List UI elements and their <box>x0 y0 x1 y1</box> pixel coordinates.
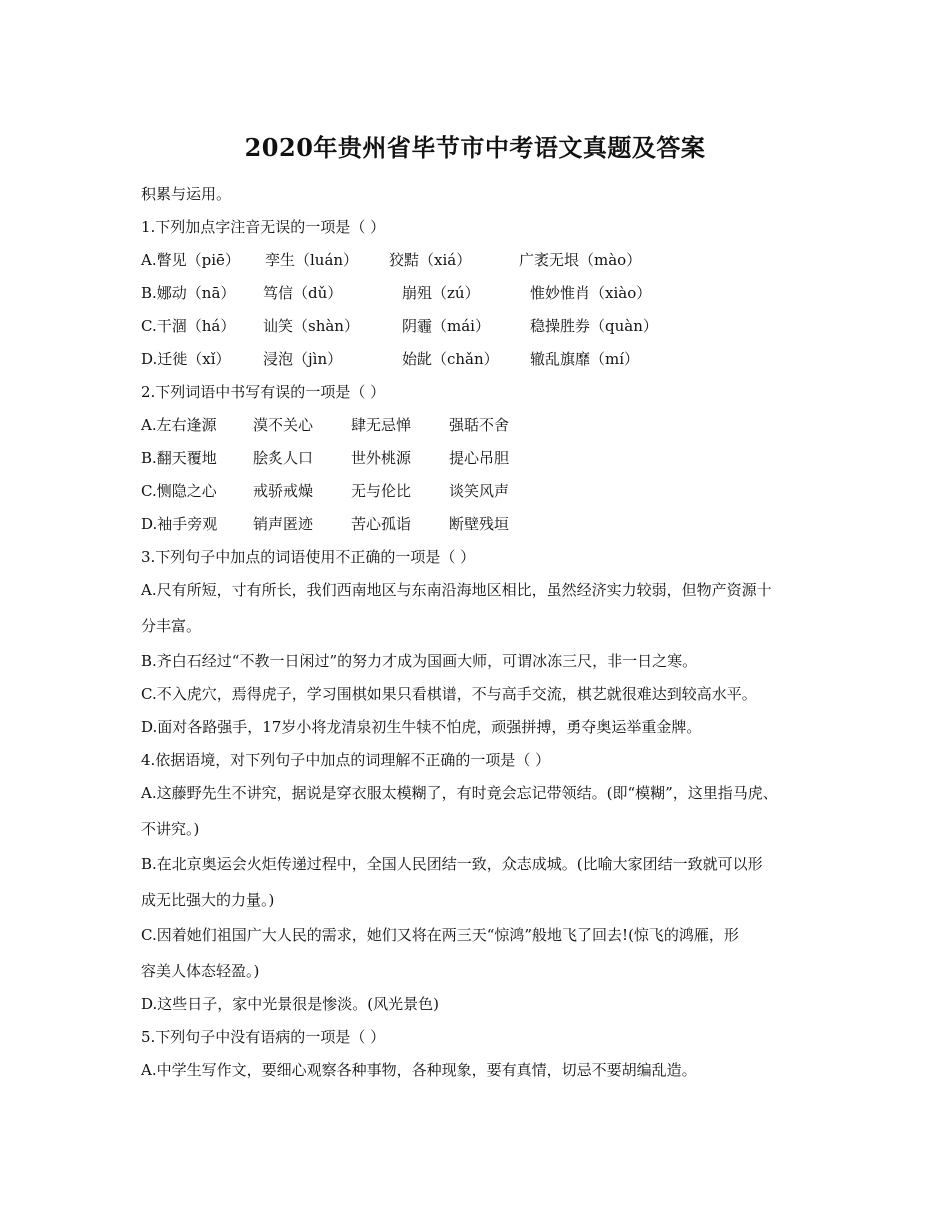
question-4-option-a-line-1: A.这藤野先生不讲究，据说是穿衣服太模糊了，有时竟会忘记带领结。(即“模糊”，这里指马虎、 <box>141 784 778 802</box>
option-item: 戒骄戒燥 <box>253 482 314 500</box>
option-item: 强聒不舍 <box>449 416 510 434</box>
option-item: D.袖手旁观 <box>141 515 218 533</box>
question-3-option-c: C.不入虎穴，焉得虎子，学习围棋如果只看棋谱，不与高手交流，棋艺就很难达到较高水平。 <box>141 685 757 703</box>
option-item: 崩殂（zú） <box>402 284 480 302</box>
option-item: 肆无忌惮 <box>351 416 412 434</box>
section-heading: 积累与运用。 <box>141 185 232 203</box>
option-item: A.左右逢源 <box>141 416 217 434</box>
option-item: 广袤无垠（mào） <box>519 251 642 269</box>
question-3-option-a-line-2: 分丰富。 <box>141 617 202 635</box>
option-item: 辙乱旗靡（mí） <box>530 350 640 368</box>
question-1-option-d <box>141 349 639 369</box>
question-2-option-b <box>141 448 509 468</box>
question-3-stem: 3.下列句子中加点的词语使用不正确的一项是（ ） <box>141 548 476 566</box>
option-item: 笃信（dǔ） <box>263 284 343 302</box>
option-item: 狡黠（xiá） <box>389 251 472 269</box>
option-item: 提心吊胆 <box>449 449 510 467</box>
option-item: 阴霾（mái） <box>402 317 490 335</box>
question-1-option-b <box>141 283 651 303</box>
question-1-option-c <box>141 316 658 336</box>
option-item: 惟妙惟肖（xiào） <box>530 284 652 302</box>
option-item: A.瞥见（piē） <box>141 251 240 269</box>
option-item: D.迁徙（xǐ） <box>141 350 231 368</box>
question-4-option-b-line-1: B.在北京奥运会火炬传递过程中，全国人民团结一致，众志成城。(比喻大家团结一致就可以形 <box>141 855 763 873</box>
option-item: 谈笑风声 <box>449 482 510 500</box>
option-item: 断壁残垣 <box>449 515 510 533</box>
option-item: 始龀（chǎn） <box>402 350 499 368</box>
question-4-option-c-line-1: C.因着她们祖国广大人民的需求，她们又将在两三天“惊鸿”般地飞了回去!(惊飞的鸿雁，形 <box>141 926 739 944</box>
option-item: B.娜动（nā） <box>141 284 236 302</box>
question-4-stem: 4.依据语境，对下列句子中加点的词理解不正确的一项是（ ） <box>141 751 551 769</box>
option-item: 世外桃源 <box>351 449 412 467</box>
question-4-option-b-line-2: 成无比强大的力量。) <box>141 891 275 909</box>
question-2-option-d <box>141 514 509 534</box>
option-item: B.翻天覆地 <box>141 449 217 467</box>
question-3-option-b: B.齐白石经过“不教一日闲过”的努力才成为国画大师，可谓冰冻三尺，非一日之寒。 <box>141 652 698 670</box>
option-item: C.恻隐之心 <box>141 482 217 500</box>
question-5-option-a: A.中学生写作文，要细心观察各种事物，各种现象，要有真情，切忌不要胡编乱造。 <box>141 1061 697 1079</box>
option-item: 讪笑（shàn） <box>263 317 359 335</box>
question-5-stem: 5.下列句子中没有语病的一项是（ ） <box>141 1028 386 1046</box>
option-item: 稳操胜券（quàn） <box>530 317 658 335</box>
question-4-option-a-line-2: 不讲究。) <box>141 820 200 838</box>
question-4-option-d: D.这些日子，家中光景很是惨淡。(风光景色) <box>141 995 439 1013</box>
question-2-stem: 2.下列词语中书写有误的一项是（ ） <box>141 383 386 401</box>
question-2-option-a <box>141 415 509 435</box>
option-item: 漠不关心 <box>253 416 314 434</box>
option-item: 苦心孤诣 <box>351 515 412 533</box>
option-item: 脍炙人口 <box>253 449 314 467</box>
question-2-option-c <box>141 481 509 501</box>
option-item: 无与伦比 <box>351 482 412 500</box>
page-title: 2020年贵州省毕节市中考语文真题及答案 <box>244 133 706 162</box>
question-4-option-c-line-2: 容美人体态轻盈。) <box>141 962 260 980</box>
option-item: 销声匿迹 <box>253 515 314 533</box>
question-3-option-a-line-1: A.尺有所短，寸有所长，我们西南地区与东南沿海地区相比，虽然经济实力较弱，但物产资源十 <box>141 581 772 599</box>
option-item: 孪生（luán） <box>265 251 359 269</box>
option-item: 浸泡（jìn） <box>263 350 343 368</box>
question-1-option-a <box>141 250 641 270</box>
question-1-stem: 1.下列加点字注音无误的一项是（ ） <box>141 218 386 236</box>
option-item: C.干涸（há） <box>141 317 236 335</box>
question-3-option-d: D.面对各路强手，17岁小将龙清泉初生牛犊不怕虎，顽强拼搏，勇夺奥运举重金牌。 <box>141 718 702 736</box>
